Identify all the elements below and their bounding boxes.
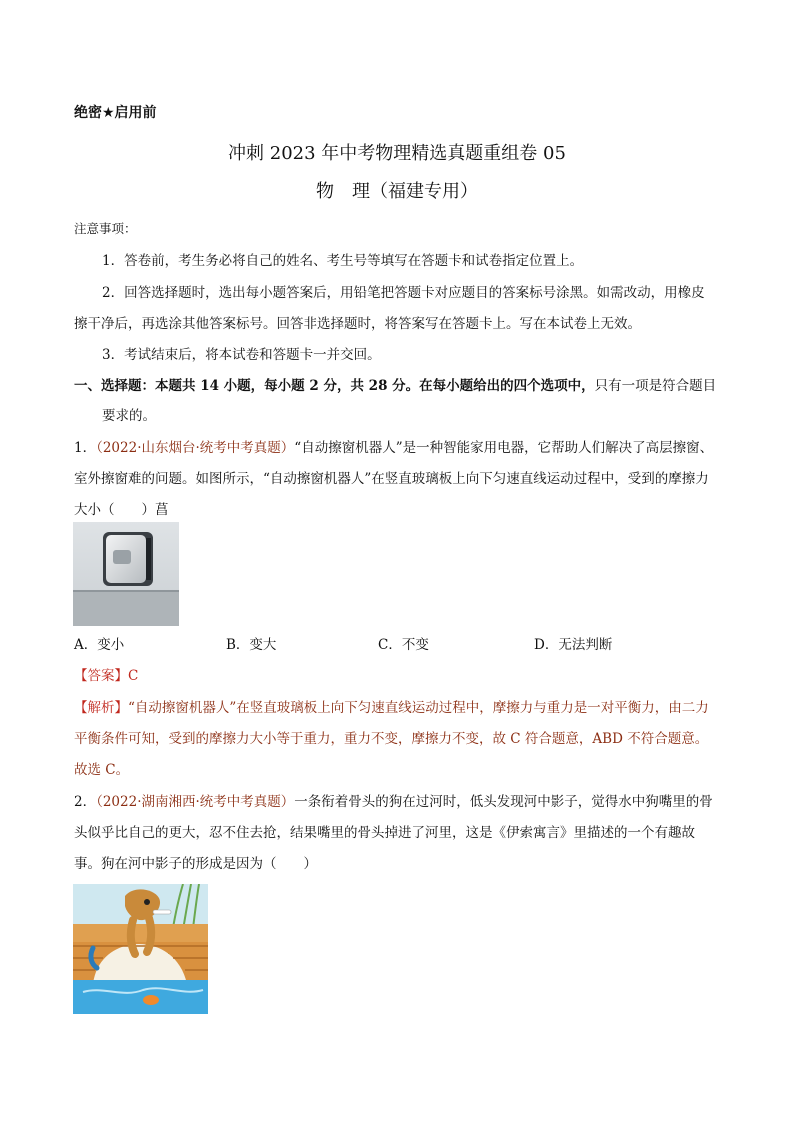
q1-analysis-line-2: 平衡条件可知，受到的摩擦力大小等于重力，重力不变，摩擦力不变，故 C 符合题意，ABD 不符合题意。 xyxy=(74,731,709,747)
q2-line-1 xyxy=(74,790,713,810)
q1-text-1: “自动擦窗机器人”是一种智能家用电器，它帮助人们解决了高层擦窗、 xyxy=(294,440,714,456)
q1-analysis-line-1 xyxy=(74,696,709,716)
section-desc-rest: 只有一项是符合题目 xyxy=(594,378,717,394)
q1-option-b: B．变大 xyxy=(226,637,277,653)
secret-label: 绝密★启用前 xyxy=(74,105,157,121)
q2-line-3: 事。狗在河中影子的形成是因为（ ） xyxy=(74,856,317,872)
q1-line-3: 大小（ ）菖 xyxy=(74,502,169,518)
q1-analysis-line-3: 故选 C。 xyxy=(74,762,130,778)
dog-bridge-image xyxy=(73,884,208,1014)
q2-line-2: 头似乎比自己的更大，忍不住去抢，结果嘴里的骨头掉进了河里，这是《伊索寓言》里描述的一个有趣故 xyxy=(74,825,695,841)
q1-answer xyxy=(74,664,138,684)
q2-number: 2． xyxy=(74,794,97,810)
q2-text-1: 一条衔着骨头的狗在过河时，低头发现河中影子，觉得水中狗嘴里的骨 xyxy=(294,794,713,810)
note-item-2: 2．回答选择题时，选出每小题答案后，用铅笔把答题卡对应题目的答案标号涂黑。如需改动，用橡皮 xyxy=(102,285,705,301)
q1-option-d: D．无法判断 xyxy=(534,637,613,653)
section-desc-bold: ：本题共 14 小题，每小题 2 分，共 28 分。在每小题给出的四个选项中， xyxy=(141,378,595,394)
q1-line-1 xyxy=(74,436,713,456)
q1-line-2: 室外擦窗难的问题。如图所示，“自动擦窗机器人”在竖直玻璃板上向下匀速直线运动过程中，受到的摩擦力 xyxy=(74,471,709,487)
section-heading xyxy=(74,374,716,394)
note-item-3: 3．考试结束后，将本试卷和答题卡一并交回。 xyxy=(102,347,381,363)
q1-analysis-text-1: “自动擦窗机器人”在竖直玻璃板上向下匀速直线运动过程中，摩擦力与重力是一对平衡力，由二力 xyxy=(128,700,709,716)
q2-source: （2022·湖南湘西·统考中考真题） xyxy=(96,794,295,810)
q1-option-c: C．不变 xyxy=(378,637,429,653)
window-robot-image xyxy=(73,522,179,626)
section-desc-line2: 要求的。 xyxy=(102,408,156,424)
page-title: 冲刺 2023 年中考物理精选真题重组卷 05 xyxy=(228,143,566,164)
q1-option-a: A．变小 xyxy=(74,637,125,653)
q1-answer-label: 【答案】 xyxy=(74,668,128,684)
section-label: 一、选择题 xyxy=(74,378,142,394)
q1-analysis-label: 【解析】 xyxy=(74,700,128,716)
note-item-2-cont: 擦干净后，再选涂其他答案标号。回答非选择题时，将答案写在答题卡上。写在本试卷上无效。 xyxy=(74,316,641,332)
notes-heading: 注意事项： xyxy=(74,221,137,236)
q1-number: 1． xyxy=(74,440,97,456)
q1-answer-value: C xyxy=(128,668,139,684)
note-item-1: 1．答卷前，考生务必将自己的姓名、考生号等填写在答题卡和试卷指定位置上。 xyxy=(102,253,584,269)
page-subtitle: 物 理（福建专用） xyxy=(316,181,478,202)
q1-source: （2022·山东烟台·统考中考真题） xyxy=(96,440,295,456)
